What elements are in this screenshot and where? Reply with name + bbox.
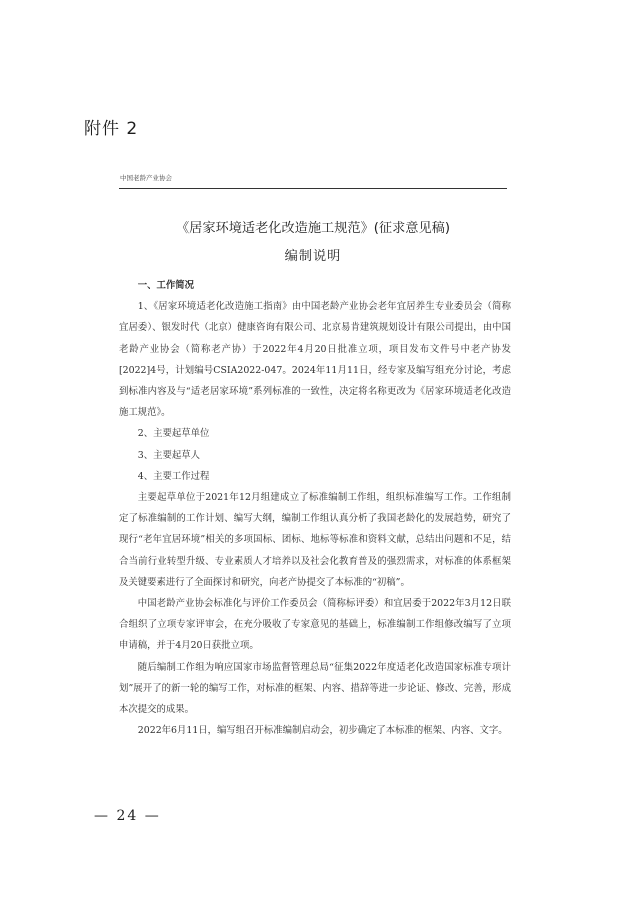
document-subtitle: 编制说明 bbox=[284, 249, 342, 264]
header-divider bbox=[119, 188, 507, 189]
paragraph: 中国老龄产业协会标准化与评价工作委员会（简称标评委）和宜居委于2022年3月12日联合组织了立项专家评审会，在充分吸收了专家意见的基础上，标准编制工作组修改编写了立项申请稿，并于4月20日获批立项。 bbox=[119, 598, 511, 652]
document-body bbox=[119, 275, 511, 741]
section-heading: 一、工作简况 bbox=[137, 280, 195, 291]
document-title: 《居家环境适老化改造施工规范》(征求意见稿) bbox=[175, 221, 451, 236]
paragraph: 3、主要起草人 bbox=[137, 449, 201, 461]
attachment-label: 附件 2 bbox=[84, 119, 139, 139]
paragraph: 1、《居家环境适老化改造施工指南》由中国老龄产业协会老年宜居养生专业委员会（简称宜居委）、银发时代（北京）健康咨询有限公司、北京易肯建筑规划设计有限公司提出，由中国老龄产业协会（简称老产协）于2022年4月20日批准立项，项目发布文件号中老产协发[2022]4号，计划编号CSIA2022-047。2024年11月11日，经专家及编写组充分讨论，考虑到标准内容及与“适老居家环境”系列标准的一致性，决定将名称更改为《居家环境适老化改造施工规范》。 bbox=[119, 301, 511, 419]
paragraph: 2、主要起草单位 bbox=[137, 428, 210, 440]
paragraph: 4、主要工作过程 bbox=[137, 470, 210, 482]
paragraph: 主要起草单位于2021年12月组建成立了标准编制工作组，组织标准编写工作。工作组制定了标准编制的工作计划、编写大纲，编制工作组认真分析了我国老龄化的发展趋势，研究了现行“老年宜居环境”相关的多项国标、团标、地标等标准和资料文献，总结出问题和不足，结合当前行业转型升级、专业素质人才培养以及社会化教育普及的强烈需求，对标准的体系框架及关键要素进行了全面探讨和研究，向老产协提交了本标准的“初稿”。 bbox=[119, 492, 511, 588]
paragraph: 随后编制工作组为响应国家市场监督管理总局“征集2022年度适老化改造国家标准专项计划”展开了的新一轮的编写工作，对标准的框架、内容、措辞等进一步论证、修改、完善，形成本次提交的成果。 bbox=[119, 661, 511, 716]
paragraph: 2022年6月11日，编写组召开标准编制启动会，初步确定了本标准的框架、内容、文字。 bbox=[137, 725, 508, 737]
header-organization: 中国老龄产业协会 bbox=[120, 174, 172, 182]
page-number: — 24 — bbox=[94, 808, 161, 824]
